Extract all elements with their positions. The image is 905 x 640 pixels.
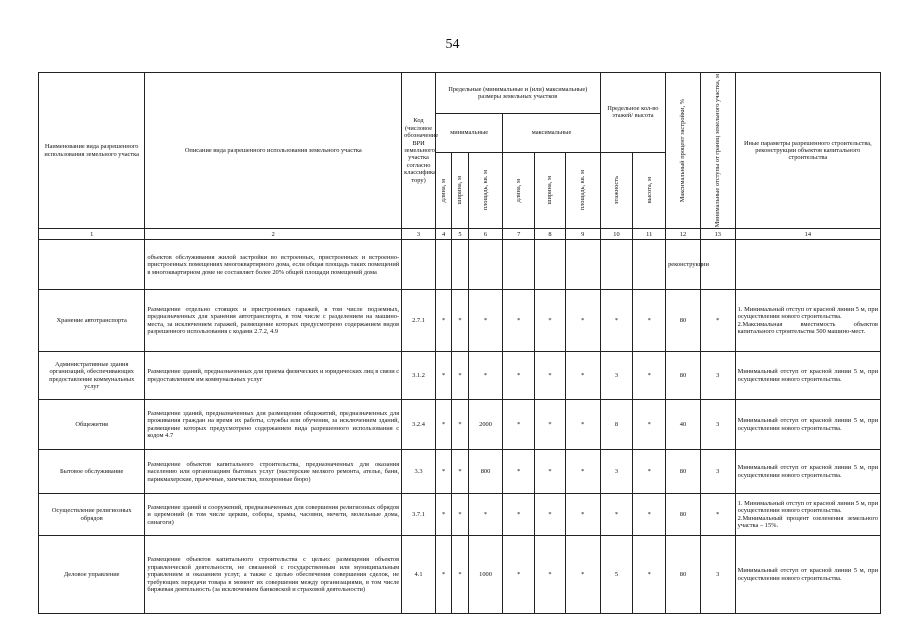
land-use-table — [38, 72, 881, 614]
row-description: Размещение зданий и сооружений, предназначенных для совершения религиозных обрядов и церемоний (в том числе церкви, соборы, храмы, часовни, мечети, молельные дома, синагоги) — [145, 494, 402, 536]
column-number: 4 — [435, 229, 451, 240]
row-name: Общежития — [39, 400, 145, 450]
row-w-min: * — [452, 400, 468, 450]
other-param-line: Минимальный отступ от красной линии 5 м, при осуществлении нового строительства. — [737, 567, 878, 582]
header-area-min: площадь, кв. м — [468, 152, 503, 229]
row-w-min: * — [452, 352, 468, 400]
row-a-max: * — [565, 290, 600, 352]
row-l-max: * — [503, 352, 535, 400]
row-a-min: * — [468, 494, 503, 536]
column-number: 7 — [503, 229, 535, 240]
row-l-min: * — [435, 450, 451, 494]
other-param-line: 1. Минимальный отступ от красной линии 5 м, при осуществлении нового строительства. — [737, 500, 878, 515]
column-numbers-row — [39, 229, 881, 240]
column-number: 8 — [535, 229, 566, 240]
row-description: Размещение объектов капитального строительства, предназначенных для оказания населению или организациям бытовых услуг (мастерские мелкого ремонта, ателье, бани, парикмахерские, прачечные, химчистки, похоронные бюро) — [145, 450, 402, 494]
row-name: Деловое управление — [39, 536, 145, 614]
row-height: * — [633, 290, 666, 352]
row-name: Бытовое обслуживание — [39, 450, 145, 494]
row-description: Размещение зданий, предназначенных для размещения общежитий, предназначенных для проживания граждан на время их работы, службы или обучения, за исключением зданий, размещение которых предусмотрено содержанием вида разрешенного использования с кодом 4.7 — [145, 400, 402, 450]
row-floors: * — [600, 494, 633, 536]
row-a-min: 800 — [468, 450, 503, 494]
column-number: 11 — [633, 229, 666, 240]
row-floors — [600, 240, 633, 290]
header-code: Код (числовое обозначение ВРИ земельного участка согласно классифика тору) — [402, 73, 436, 229]
row-w-max: * — [535, 290, 566, 352]
page-number: 54 — [445, 37, 460, 52]
row-a-min: 2000 — [468, 400, 503, 450]
table-row — [39, 450, 881, 494]
row-coverage: 80 — [666, 450, 701, 494]
header-max: максимальные — [503, 114, 600, 152]
row-code: 3.3 — [402, 450, 436, 494]
row-height: * — [633, 400, 666, 450]
row-w-max — [535, 240, 566, 290]
row-a-max: * — [565, 536, 600, 614]
row-code: 2.7.1 — [402, 290, 436, 352]
row-other-params — [735, 400, 880, 450]
table-row — [39, 536, 881, 614]
header-other: Иные параметры разрешенного строительства, реконструкции объектов капитального строительства — [735, 73, 880, 229]
row-other-params — [735, 290, 880, 352]
row-a-min: * — [468, 352, 503, 400]
header-width-min: ширина, м — [452, 152, 468, 229]
column-number: 3 — [402, 229, 436, 240]
header-min: минимальные — [435, 114, 503, 152]
row-l-max: * — [503, 536, 535, 614]
column-number: 9 — [565, 229, 600, 240]
table-row — [39, 494, 881, 536]
header-height: высота, м — [633, 152, 666, 229]
row-name: Осуществление религиозных обрядов — [39, 494, 145, 536]
header-setback: Минимальные отступы от границ земельного участка, м — [700, 73, 735, 229]
row-a-min: * — [468, 290, 503, 352]
row-other-params — [735, 352, 880, 400]
column-number: 14 — [735, 229, 880, 240]
header-coverage: Максимальный процент застройки, % — [666, 73, 701, 229]
row-height: * — [633, 450, 666, 494]
row-l-max: * — [503, 450, 535, 494]
row-setback: 3 — [700, 450, 735, 494]
column-number: 1 — [39, 229, 145, 240]
row-a-max: * — [565, 352, 600, 400]
row-setback: 3 — [700, 536, 735, 614]
other-param-line: 2.Максимальная вместимость объектов капитального строительства 500 машино-мест. — [737, 320, 878, 336]
row-l-max — [503, 240, 535, 290]
other-param-line: 2.Минимальный процент озеленения земельного участка – 15%. — [737, 514, 878, 530]
row-coverage: 80 — [666, 536, 701, 614]
header-width-max: ширина, м — [535, 152, 566, 229]
row-code: 3.1.2 — [402, 352, 436, 400]
column-number: 10 — [600, 229, 633, 240]
row-a-min: 1000 — [468, 536, 503, 614]
column-number: 2 — [145, 229, 402, 240]
header-length-min: длина, м — [435, 152, 451, 229]
column-number: 12 — [666, 229, 701, 240]
column-number: 5 — [452, 229, 468, 240]
row-height: * — [633, 536, 666, 614]
row-w-max: * — [535, 494, 566, 536]
row-description: объектов обслуживания жилой застройки во встроенных, пристроенных и встроенно-пристроенных помещениях многоквартирного дома, если общая площадь таких помещений в многоквартирном доме не составляет более 20% общей площади помещений дома — [145, 240, 402, 290]
row-a-max: * — [565, 450, 600, 494]
row-l-min: * — [435, 290, 451, 352]
row-l-min: * — [435, 494, 451, 536]
row-other-params — [735, 450, 880, 494]
table-row — [39, 400, 881, 450]
row-coverage: 40 — [666, 400, 701, 450]
row-code: 4.1 — [402, 536, 436, 614]
row-height: * — [633, 494, 666, 536]
row-w-min: * — [452, 494, 468, 536]
row-other-params — [735, 536, 880, 614]
row-coverage: 80 — [666, 290, 701, 352]
row-floors: 3 — [600, 450, 633, 494]
table-row — [39, 240, 881, 290]
header-length-max: длина, м — [503, 152, 535, 229]
row-coverage: реконструкции — [666, 240, 701, 290]
row-l-min: * — [435, 536, 451, 614]
row-code: 3.7.1 — [402, 494, 436, 536]
row-l-min: * — [435, 400, 451, 450]
row-name — [39, 240, 145, 290]
row-w-max: * — [535, 400, 566, 450]
row-l-max: * — [503, 400, 535, 450]
row-setback: * — [700, 494, 735, 536]
row-l-max: * — [503, 494, 535, 536]
row-w-max: * — [535, 352, 566, 400]
row-a-max: * — [565, 494, 600, 536]
row-description: Размещение отдельно стоящих и пристроенных гаражей, в том числе подземных, предназначенных для хранения автотранспорта, в том числе с разделением на машино-места, за исключением гаражей, размещение которых предусмотрено содержанием видов разрешенного использования с кодами 2.7.2, 4.9 — [145, 290, 402, 352]
row-other-params — [735, 240, 880, 290]
row-height — [633, 240, 666, 290]
header-name: Наименование вида разрешенного использования земельного участка — [39, 73, 145, 229]
header-area-max: площадь, кв. м — [565, 152, 600, 229]
column-number: 6 — [468, 229, 503, 240]
row-description: Размещение объектов капитального строительства с целью: размещения объектов управленческой деятельности, не связанной с государственным или муниципальным управлением и оказанием услуг, а также с целью обеспечения совершения сделок, не требующих передачи товара в момент их совершения между организациями, в том числе биржевая деятельность (за исключением банковской и страховой деятельности) — [145, 536, 402, 614]
row-a-min — [468, 240, 503, 290]
row-floors: 5 — [600, 536, 633, 614]
row-l-max: * — [503, 290, 535, 352]
row-floors: * — [600, 290, 633, 352]
header-floors: Предельное кол-во этажей/ высота — [600, 73, 665, 153]
row-name: Хранение автотранспорта — [39, 290, 145, 352]
row-l-min — [435, 240, 451, 290]
row-code — [402, 240, 436, 290]
row-w-max: * — [535, 536, 566, 614]
row-w-min: * — [452, 290, 468, 352]
row-setback: * — [700, 290, 735, 352]
row-coverage: 80 — [666, 494, 701, 536]
other-param-line: 1. Минимальный отступ от красной линии 5 м, при осуществлении нового строительства. — [737, 306, 878, 321]
row-code: 3.2.4 — [402, 400, 436, 450]
other-param-line: Минимальный отступ от красной линии 5 м, при осуществлении нового строительства. — [737, 417, 878, 432]
row-w-max: * — [535, 450, 566, 494]
header-storeys: этажность — [600, 152, 633, 229]
header-plot-sizes: Предельные (минимальные и (или) максимальные) размеры земельных участков — [435, 73, 600, 114]
row-w-min: * — [452, 450, 468, 494]
row-a-max: * — [565, 400, 600, 450]
other-param-line: Минимальный отступ от красной линии 5 м, при осуществлении нового строительства. — [737, 464, 878, 479]
row-floors: 3 — [600, 352, 633, 400]
row-height: * — [633, 352, 666, 400]
row-w-min: * — [452, 536, 468, 614]
row-setback: 3 — [700, 400, 735, 450]
column-number: 13 — [700, 229, 735, 240]
other-param-line: Минимальный отступ от красной линии 5 м, при осуществлении нового строительства. — [737, 368, 878, 383]
row-name: Административные здания организаций, обеспечивающих предоставление коммунальных услуг — [39, 352, 145, 400]
row-setback: 3 — [700, 352, 735, 400]
row-a-max — [565, 240, 600, 290]
row-floors: 8 — [600, 400, 633, 450]
row-description: Размещение зданий, предназначенных для приема физических и юридических лиц в связи с предоставлением им коммунальных услуг — [145, 352, 402, 400]
row-other-params — [735, 494, 880, 536]
table-row — [39, 290, 881, 352]
table-row — [39, 352, 881, 400]
row-l-min: * — [435, 352, 451, 400]
row-w-min — [452, 240, 468, 290]
row-coverage: 80 — [666, 352, 701, 400]
header-description: Описание вида разрешенного использования земельного участка — [145, 73, 402, 229]
